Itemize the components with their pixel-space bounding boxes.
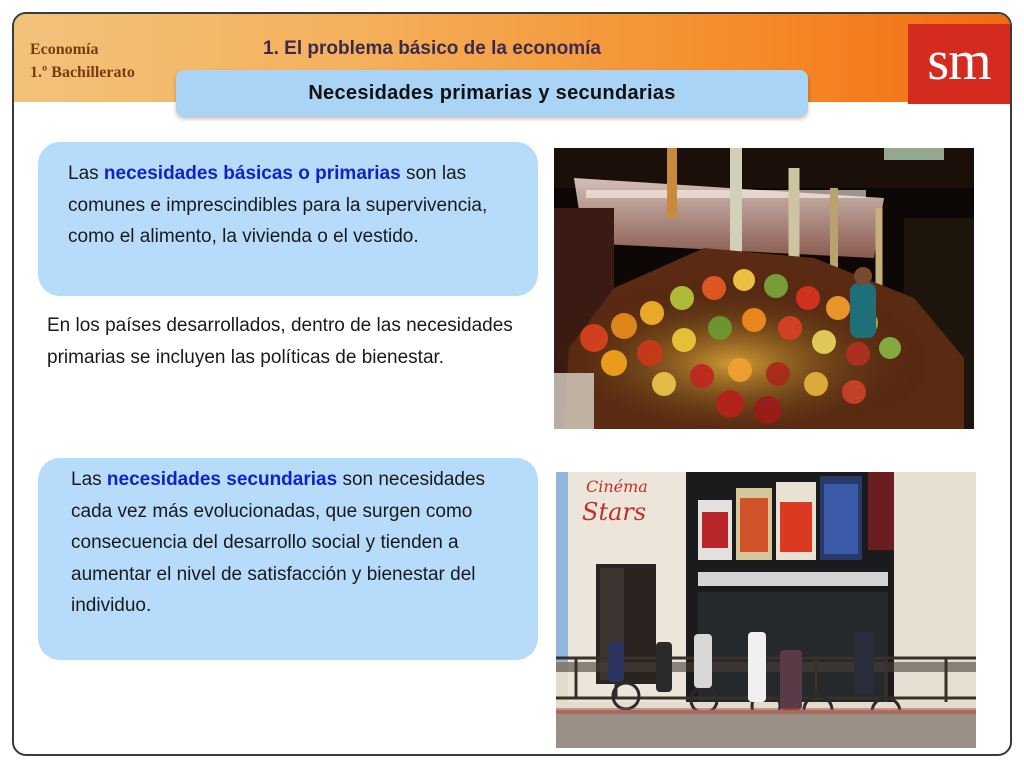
welfare-paragraph: En los países desarrollados, dentro de las necesidades primarias se incluyen las políticas de bienestar.	[47, 315, 513, 368]
secondary-highlight: necesidades secundarias	[106, 469, 338, 490]
cinema-photo	[556, 472, 976, 748]
slide-subtitle: Necesidades primarias y secundarias	[308, 81, 676, 104]
cinema-sign-line2: Stars	[582, 498, 647, 526]
primary-needs-box	[38, 142, 538, 296]
secondary-lead: Las	[71, 469, 102, 490]
course-label	[30, 38, 135, 84]
cinema-sign-line1: Cinéma	[586, 477, 648, 496]
primary-text: son las comunes e imprescindibles para la supervivencia, como el alimento, la vivienda o el vestido.	[68, 163, 488, 247]
cinema-photo-art	[556, 472, 976, 748]
primary-lead: Las	[68, 163, 99, 184]
sm-logo-text: sm	[927, 30, 991, 92]
course-level: 1.º Bachillerato	[30, 64, 135, 81]
market-photo	[554, 148, 974, 429]
market-photo-art	[554, 148, 974, 429]
primary-highlight: necesidades básicas o primarias	[103, 163, 401, 184]
sm-logo	[908, 24, 1010, 104]
secondary-text: son necesidades cada vez más evolucionadas, que surgen como consecuencia del desarrollo social y tienden a aumentar el nivel de satisfacción y bienestar del individuo.	[71, 469, 486, 616]
secondary-needs-box	[38, 458, 538, 660]
subtitle-bar	[176, 70, 808, 116]
course-subject: Economía	[30, 41, 99, 58]
slide-frame	[12, 12, 1012, 756]
unit-title: 1. El problema básico de la economía	[263, 38, 601, 59]
